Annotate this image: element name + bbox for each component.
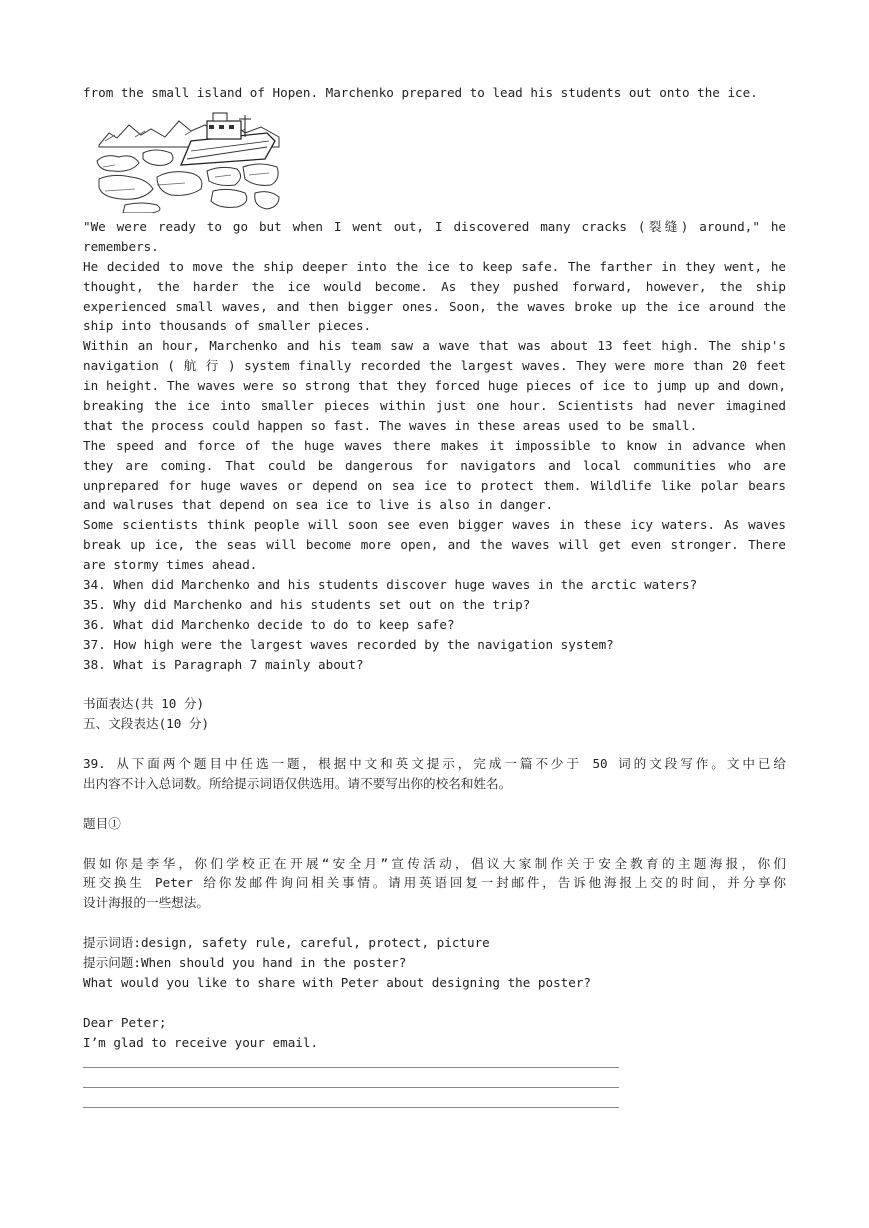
passage-line: from the small island of Hopen. Marchenko prepared to lead his students out onto the ice. bbox=[83, 85, 758, 100]
topic-text: 班交换生 Peter 给你发邮件询问相关事情。请用英语回复一封邮件，告诉他海报上交的时间，并分享你 bbox=[83, 875, 786, 891]
hint-question: 提示问题:When should you hand in the poster? bbox=[83, 954, 407, 970]
writing-instruction: 39. 从下面两个题目中任选一题，根据中文和英文提示，完成一篇不少于 50 词的文段写作。文中已给 bbox=[83, 756, 786, 772]
passage-line: remembers. bbox=[83, 238, 159, 254]
passage-line: they are coming. That could be dangerous for navigators and local communities who are bbox=[83, 457, 786, 473]
answer-line[interactable] bbox=[83, 1072, 786, 1092]
passage-line: He decided to move the ship deeper into the ice to keep safe. The farther in they went, he bbox=[83, 258, 786, 274]
passage-line: in height. The waves were so strong that they forced huge pieces of ice to jump up and down, bbox=[83, 378, 786, 394]
passage-line: experienced small waves, and then bigger ones. Soon, the waves broke up the ice around the bbox=[83, 298, 786, 314]
passage-line: navigation ( 航 行 ) system finally recorded the largest waves. They were more than 20 feet bbox=[83, 358, 786, 374]
writing-subheading: 五、文段表达(10 分) bbox=[83, 716, 210, 732]
writing-heading: 书面表达(共 10 分) bbox=[83, 696, 205, 712]
question-36: 36. What did Marchenko decide to do to keep safe? bbox=[83, 616, 455, 632]
passage-line: Some scientists think people will soon see even bigger waves in these icy waters. As waves bbox=[83, 517, 786, 533]
passage-body bbox=[83, 217, 786, 1112]
question-38: 38. What is Paragraph 7 mainly about? bbox=[83, 656, 364, 672]
passage-line: are stormy times ahead. bbox=[83, 557, 258, 573]
hint-question: What would you like to share with Peter about designing the poster? bbox=[83, 974, 591, 990]
writing-instruction: 出内容不计入总词数。所给提示词语仅供选用。请不要写出你的校名和姓名。 bbox=[83, 775, 512, 791]
question-34: 34. When did Marchenko and his students discover huge waves in the arctic waters? bbox=[83, 577, 698, 593]
passage-line: thought, the harder the ice would become. As they pushed forward, however, the ship bbox=[83, 278, 786, 294]
passage-line: that the process could happen so fast. The waves in these areas used to be small. bbox=[83, 417, 698, 433]
topic-label: 题目① bbox=[83, 815, 121, 831]
topic-text: 假如你是李华，你们学校正在开展“安全月”宣传活动，倡议大家制作关于安全教育的主题海报，你们 bbox=[83, 855, 786, 871]
passage-line: ship into thousands of smaller pieces. bbox=[83, 318, 372, 334]
passage-line: The speed and force of the huge waves there makes it impossible to know in advance when bbox=[83, 437, 786, 453]
passage-line: unprepared for huge waves or depend on sea ice to protect them. Wildlife like polar bears bbox=[83, 477, 786, 493]
letter-opening: I’m glad to receive your email. bbox=[83, 1034, 319, 1050]
topic-text: 设计海报的一些想法。 bbox=[83, 895, 209, 911]
answer-line[interactable] bbox=[83, 1052, 786, 1072]
ship-in-ice-illustration-icon bbox=[95, 107, 283, 213]
question-35: 35. Why did Marchenko and his students set out on the trip? bbox=[83, 596, 531, 612]
answer-line[interactable] bbox=[83, 1092, 786, 1112]
passage-line: Within an hour, Marchenko and his team saw a wave that was about 13 feet high. The ship's bbox=[83, 338, 786, 354]
passage-line: and walruses that depend on sea ice to live is also in danger. bbox=[83, 497, 554, 513]
passage-line: breaking the ice into smaller pieces within just one hour. Scientists had never imagined bbox=[83, 398, 786, 414]
hint-words: 提示词语:design, safety rule, careful, protect, picture bbox=[83, 935, 490, 951]
letter-salutation: Dear Peter; bbox=[83, 1014, 167, 1030]
passage-line: "We were ready to go but when I went out, I discovered many cracks (裂缝) around," he bbox=[83, 219, 786, 234]
passage-line: break up ice, the seas will become more open, and the waves will get even stronger. There bbox=[83, 537, 786, 553]
passage-first-line bbox=[83, 83, 786, 103]
question-37: 37. How high were the largest waves recorded by the navigation system? bbox=[83, 636, 614, 652]
